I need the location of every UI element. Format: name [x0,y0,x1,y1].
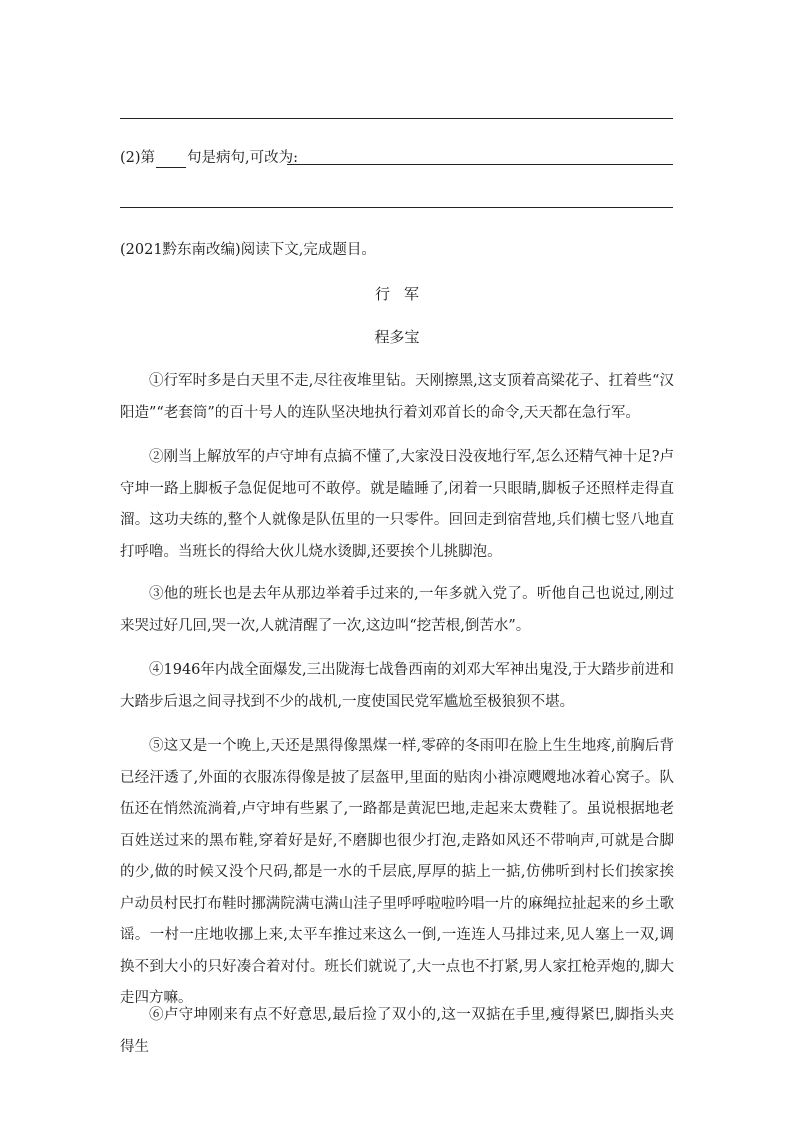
sentence-number-blank[interactable] [156,151,186,168]
source-note: (2021黔东南改编)阅读下文,完成题目。 [120,242,376,258]
question-2 [120,148,298,168]
question-2-suffix: 句是病句,可改为: [187,150,299,166]
paragraph-5: ⑤这又是一个晚上,天还是黑得像黑煤一样,零碎的冬雨叩在脸上生生地疼,前胸后背已经汗透了,外面的衣服冻得像是披了层盔甲,里面的贴肉小褂凉飕飕地冰着心窝子。队伍还在悄然流淌着,卢守坤有些累了,一路都是黄泥巴地,走起来太费鞋了。虽说根据地老百姓送过来的黑布鞋,穿着好是好,不磨脚也很少打泡,走路如风还不带响声,可就是合脚的少,做的时候又没个尺码,都是一水的千层底,厚厚的掂上一掂,仿佛听到村长们挨家挨户动员村民打布鞋时挪满院满屯满山洼子里呼呼啦啦吟唱一片的麻绳拉扯起来的乡土歌谣。一村一庄地收挪上来,太平车推过来这么一倒,一连连人马排过来,见人塞上一双,调换不到大小的只好凑合着对付。班长们就说了,大一点也不打紧,男人家扛枪弄炮的,脚大走四方嘛。 [120,738,674,1006]
answer-line-1 [120,118,673,119]
paragraph-1: ①行军时多是白天里不走,尽往夜堆里钻。天刚擦黑,这支顶着高粱花子、扛着些“汉阳造”“老套筒”的百十号人的连队坚决地执行着刘邓首长的命令,天天都在急行军。 [120,373,674,421]
paragraph-2: ②刚当上解放军的卢守坤有点搞不懂了,大家没日没夜地行军,怎么还精气神十足?卢守坤一路上脚板子急促促地可不敢停。就是瞌睡了,闭着一只眼睛,脚板子还照样走得直溜。这功夫练的,整个人就像是队伍里的一只零件。回回走到宿营地,兵们横七竖八地直打呼噜。当班长的得给大伙儿烧水烫脚,还要挨个儿挑脚泡。 [120,449,674,560]
article-title: 行军 [374,285,433,303]
correction-answer-line[interactable] [287,164,673,165]
paragraph-6: ⑥卢守坤刚来有点不好意思,最后捡了双小的,这一双掂在手里,瘦得紧巴,脚指头夹得生 [120,1007,674,1055]
article-author: 程多宝 [374,328,420,346]
paragraph-4: ④1946年内战全面爆发,三出陇海七战鲁西南的刘邓大军神出鬼没,于大踏步前进和大踏步后退之间寻找到不少的战机,一度使国民党军尴尬至极狼狈不堪。 [120,662,674,710]
answer-line-2[interactable] [120,207,673,208]
question-2-prefix: (2)第 [120,150,156,166]
paragraph-3: ③他的班长也是去年从那边举着手过来的,一年多就入党了。听他自己也说过,刚过来哭过好几回,哭一次,人就清醒了一次,这边叫“挖苦根,倒苦水”。 [120,586,674,634]
